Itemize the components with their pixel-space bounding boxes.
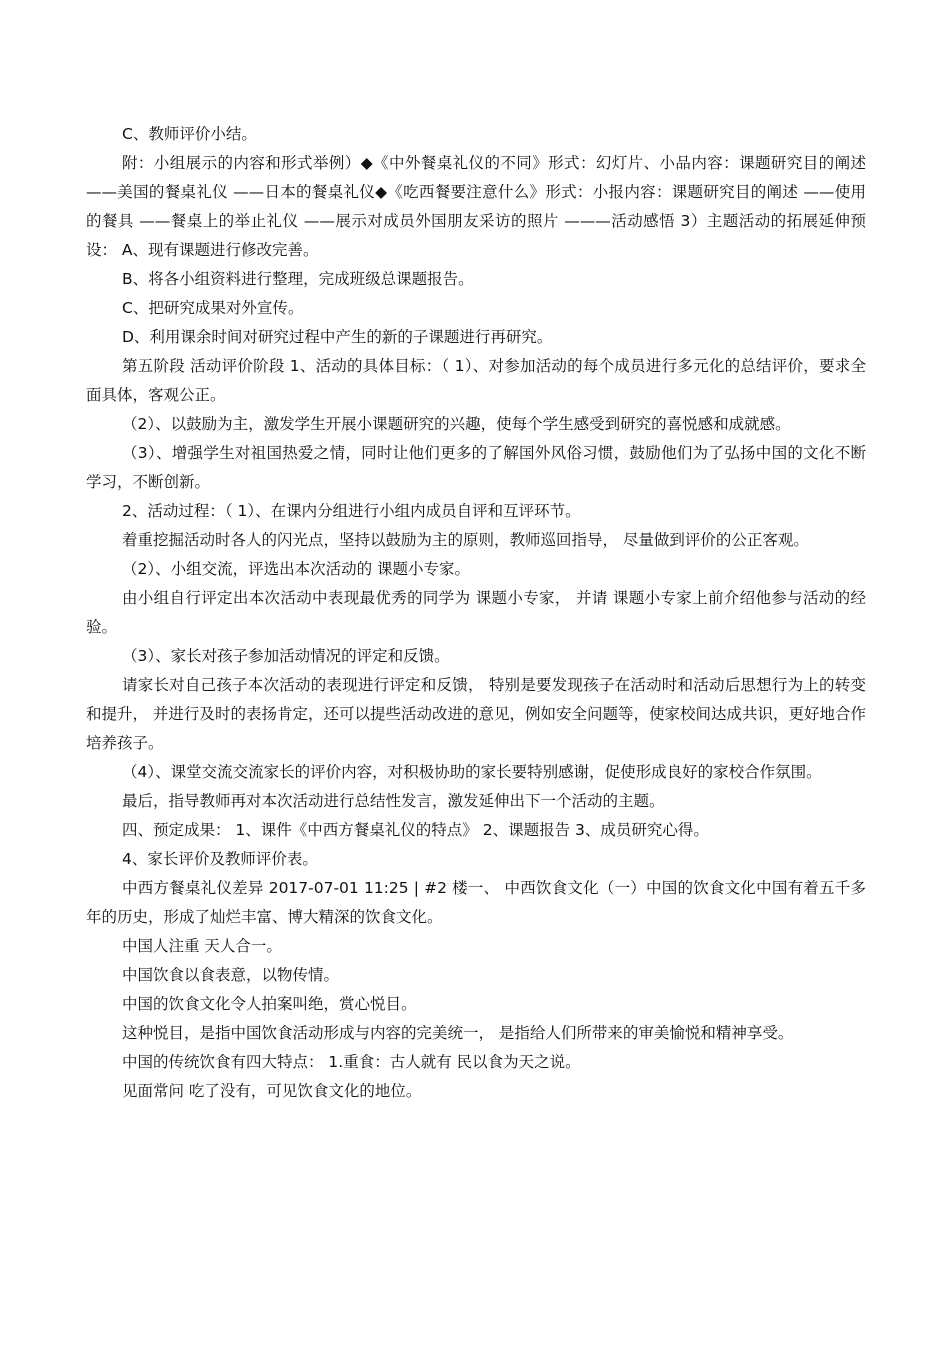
paragraph-18: 4、家长评价及教师评价表。 xyxy=(122,850,318,868)
paragraph-11: （2）、小组交流，评选出本次活动的 课题小专家。 xyxy=(122,560,471,578)
paragraph-3: B、将各小组资料进行整理，完成班级总课题报告。 xyxy=(122,270,474,288)
paragraph-24: 中国的传统饮食有四大特点： 1.重食：古人就有 民以食为天之说。 xyxy=(122,1053,581,1071)
paragraph-17: 四、预定成果： 1、课件《中西方餐桌礼仪的特点》 2、课题报告 3、成员研究心得。 xyxy=(122,821,709,839)
document-body xyxy=(86,120,866,1106)
paragraph-15: （4）、课堂交流交流家长的评价内容，对积极协助的家长要特别感谢，促使形成良好的家校合作氛围。 xyxy=(122,763,822,781)
paragraph-13: （3）、家长对孩子参加活动情况的评定和反馈。 xyxy=(122,647,450,665)
paragraph-16: 最后，指导教师再对本次活动进行总结性发言，激发延伸出下一个活动的主题。 xyxy=(122,792,665,810)
paragraph-10: 着重挖掘活动时各人的闪光点，坚持以鼓励为主的原则，教师巡回指导， 尽量做到评价的公正客观。 xyxy=(122,531,809,549)
paragraph-6: 第五阶段 活动评价阶段 1、活动的具体目标：（ 1）、对参加活动的每个成员进行多元化的总结评价，要求全面具体，客观公正。 xyxy=(86,357,866,404)
paragraph-8: （3）、增强学生对祖国热爱之情，同时让他们更多的了解国外风俗习惯，鼓励他们为了弘扬中国的文化不断学习，不断创新。 xyxy=(86,444,866,491)
paragraph-7: （2）、以鼓励为主，激发学生开展小课题研究的兴趣，使每个学生感受到研究的喜悦感和成就感。 xyxy=(122,415,791,433)
paragraph-20: 中国人注重 天人合一。 xyxy=(122,937,282,955)
paragraph-19: 中西方餐桌礼仪差异 2017-07-01 11:25 | #2 楼一、 中西饮食文化（一）中国的饮食文化中国有着五千多年的历史，形成了灿烂丰富、博大精深的饮食文化。 xyxy=(86,879,866,926)
paragraph-9: 2、活动过程：（ 1）、在课内分组进行小组内成员自评和互评环节。 xyxy=(122,502,581,520)
paragraph-25: 见面常问 吃了没有，可见饮食文化的地位。 xyxy=(122,1082,422,1100)
paragraph-14: 请家长对自己孩子本次活动的表现进行评定和反馈， 特别是要发现孩子在活动时和活动后思想行为上的转变和提升， 并进行及时的表扬肯定，还可以提些活动改进的意见，例如安全问题等，使家校间达成共识，更好地合作培养孩子。 xyxy=(86,676,866,752)
paragraph-21: 中国饮食以食表意，以物传情。 xyxy=(122,966,340,984)
paragraph-22: 中国的饮食文化令人拍案叫绝，赏心悦目。 xyxy=(122,995,417,1013)
paragraph-12: 由小组自行评定出本次活动中表现最优秀的同学为 课题小专家， 并请 课题小专家上前介绍他参与活动的经验。 xyxy=(86,589,866,636)
paragraph-1: C、教师评价小结。 xyxy=(122,125,257,143)
paragraph-2: 附：小组展示的内容和形式举例）◆《中外餐桌礼仪的不同》形式：幻灯片、小品内容：课题研究目的阐述 ——美国的餐桌礼仪 ——日本的餐桌礼仪◆《吃西餐要注意什么》形式：小报内容：课题研究目的阐述 ——使用的餐具 ——餐桌上的举止礼仪 ——展示对成员外国朋友采访的照片 ———活动感悟 3）主题活动的拓展延伸预设： A、现有课题进行修改完善。 xyxy=(86,154,866,259)
paragraph-23: 这种悦目，是指中国饮食活动形成与内容的完美统一， 是指给人们所带来的审美愉悦和精神享受。 xyxy=(122,1024,794,1042)
paragraph-5: D、利用课余时间对研究过程中产生的新的子课题进行再研究。 xyxy=(122,328,553,346)
paragraph-4: C、把研究成果对外宣传。 xyxy=(122,299,304,317)
